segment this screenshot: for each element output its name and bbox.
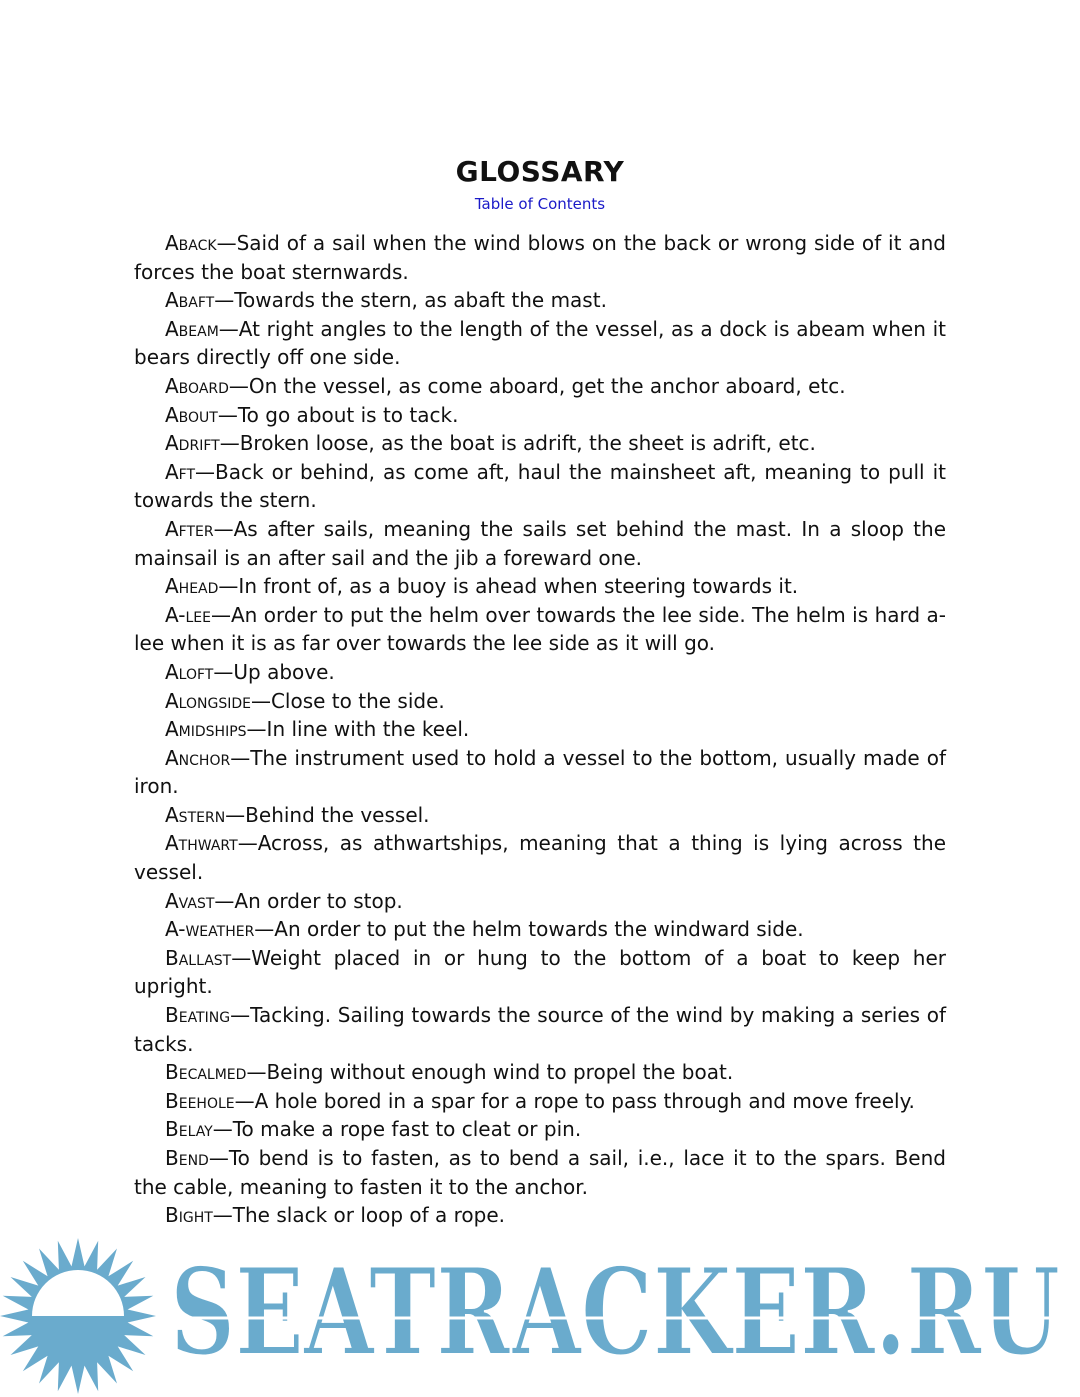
glossary-term: Aboard — [165, 373, 229, 398]
glossary-definition: —An order to put the helm over towards the lee side. The helm is hard a-lee when it is as far over towards the lee side as it will go. — [134, 602, 946, 656]
glossary-term: Alongside — [165, 688, 251, 713]
glossary-entry — [134, 1201, 946, 1230]
glossary-entry — [134, 229, 946, 286]
glossary-definition: —Across, as athwartships, meaning that a thing is lying across the vessel. — [134, 831, 946, 885]
glossary-term: Aft — [165, 459, 196, 484]
glossary-term: Amidships — [165, 717, 247, 742]
glossary-term: A-lee — [165, 602, 211, 627]
table-of-contents-link[interactable]: Table of Contents — [474, 195, 606, 213]
page-title: GLOSSARY — [455, 155, 625, 188]
glossary-list — [134, 229, 946, 1230]
glossary-definition: —Being without enough wind to propel the boat. — [246, 1060, 734, 1085]
glossary-entry — [134, 1001, 946, 1058]
glossary-entry — [134, 1058, 946, 1087]
glossary-entry — [134, 887, 946, 916]
glossary-term: Aloft — [165, 659, 214, 684]
glossary-definition: —Weight placed in or hung to the bottom of a boat to keep her upright. — [134, 945, 946, 999]
glossary-entry — [134, 687, 946, 716]
glossary-definition: —An order to put the helm towards the windward side. — [254, 917, 804, 942]
glossary-term: After — [165, 516, 214, 541]
glossary-term: Adrift — [165, 431, 220, 456]
glossary-definition: —Back or behind, as come aft, haul the mainsheet aft, meaning to pull it towards the stern. — [134, 459, 946, 513]
glossary-entry — [134, 801, 946, 830]
glossary-term: Beating — [165, 1003, 231, 1028]
glossary-entry — [134, 1087, 946, 1116]
glossary-definition: —A hole bored in a spar for a rope to pass through and move freely. — [234, 1088, 915, 1113]
glossary-entry — [134, 429, 946, 458]
glossary-term: Ballast — [165, 945, 232, 970]
glossary-definition: —At right angles to the length of the vessel, as a dock is abeam when it bears directly off one side. — [134, 316, 946, 370]
glossary-entry — [134, 829, 946, 886]
glossary-entry — [134, 915, 946, 944]
glossary-term: Ahead — [165, 574, 219, 599]
glossary-entry — [134, 658, 946, 687]
glossary-entry — [134, 372, 946, 401]
glossary-term: Abaft — [165, 288, 215, 313]
glossary-definition: —The slack or loop of a rope. — [212, 1203, 506, 1228]
glossary-entry — [134, 1144, 946, 1201]
glossary-definition: —Up above. — [213, 659, 335, 684]
glossary-term: Avast — [165, 888, 215, 913]
glossary-term: Athwart — [165, 831, 238, 856]
glossary-entry — [134, 944, 946, 1001]
glossary-term: About — [165, 402, 218, 427]
glossary-definition: —As after sails, meaning the sails set behind the mast. In a sloop the mainsail is an after sail and the jib a foreward one. — [134, 516, 946, 570]
glossary-definition: —To bend is to fasten, as to bend a sail, i.e., lace it to the spars. Bend the cable, meaning to fasten it to the anchor. — [134, 1146, 946, 1199]
sun-icon — [0, 1238, 156, 1394]
glossary-entry — [134, 458, 946, 515]
glossary-definition: —Said of a sail when the wind blows on the back or wrong side of it and forces the boat sternwards. — [134, 231, 946, 284]
glossary-definition: —To go about is to tack. — [217, 402, 459, 427]
glossary-definition: —On the vessel, as come aboard, get the anchor aboard, etc. — [228, 373, 846, 398]
glossary-definition: —Broken loose, as the boat is adrift, the sheet is adrift, etc. — [219, 431, 816, 456]
glossary-term: Bend — [165, 1146, 209, 1170]
glossary-entry — [134, 601, 946, 658]
glossary-term: Belay — [165, 1117, 213, 1142]
glossary-term: Becalmed — [165, 1060, 247, 1085]
glossary-term: Bight — [165, 1203, 213, 1228]
glossary-term: Aback — [165, 231, 217, 255]
glossary-definition: —Behind the vessel. — [225, 802, 430, 827]
glossary-definition: —To make a rope fast to cleat or pin. — [212, 1117, 582, 1142]
glossary-term: Astern — [165, 802, 226, 827]
glossary-definition: —Towards the stern, as abaft the mast. — [214, 288, 607, 313]
toc-link-container — [0, 194, 1080, 214]
glossary-term: A-weather — [165, 917, 255, 942]
watermark-text: SEATRACKER.RU — [170, 1242, 1060, 1383]
glossary-entry — [134, 715, 946, 744]
glossary-entry — [134, 286, 946, 315]
glossary-definition: —In front of, as a buoy is ahead when steering towards it. — [218, 574, 799, 599]
glossary-entry — [134, 1115, 946, 1144]
glossary-definition: —An order to stop. — [214, 888, 403, 913]
glossary-entry — [134, 515, 946, 572]
glossary-term: Beehole — [165, 1088, 235, 1113]
glossary-term: Anchor — [165, 745, 231, 770]
glossary-entry — [134, 401, 946, 430]
glossary-term: Abeam — [165, 316, 219, 341]
glossary-definition: —Close to the side. — [250, 688, 445, 713]
watermark-logo — [0, 1236, 1080, 1397]
glossary-entry — [134, 744, 946, 801]
glossary-entry — [134, 572, 946, 601]
glossary-definition: —The instrument used to hold a vessel to the bottom, usually made of iron. — [134, 745, 946, 799]
glossary-definition: —In line with the keel. — [246, 717, 470, 742]
glossary-entry — [134, 315, 946, 372]
glossary-definition: —Tacking. Sailing towards the source of the wind by making a series of tacks. — [134, 1003, 946, 1056]
